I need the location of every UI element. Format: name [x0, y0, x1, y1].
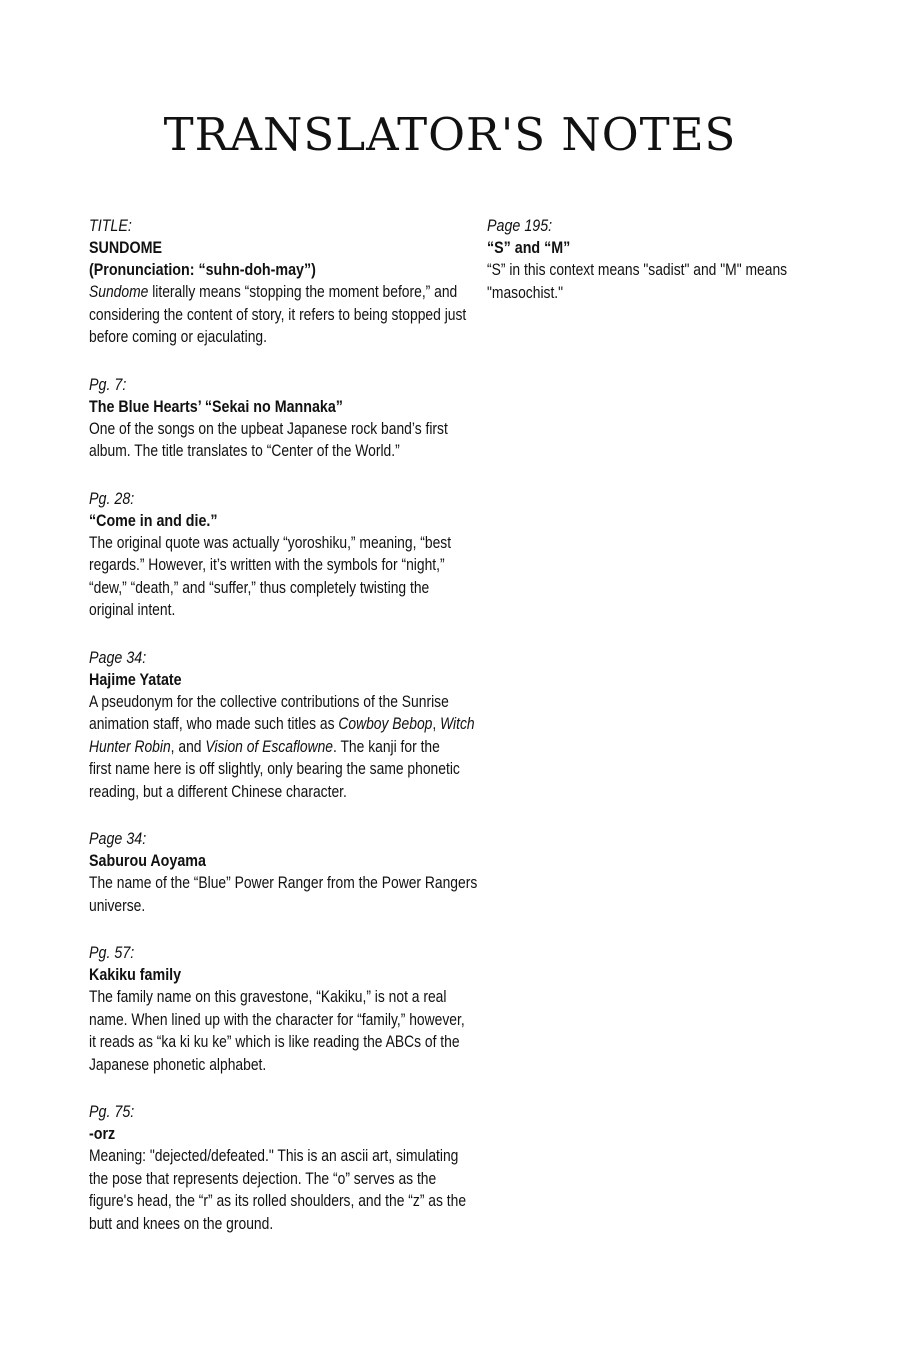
- note-line: [89, 758, 459, 781]
- note: [89, 942, 465, 1076]
- text-run: ,: [432, 715, 441, 733]
- note-page-ref: Pg. 75:: [89, 1102, 135, 1121]
- italic-title: Cowboy Bebop: [338, 715, 433, 733]
- italic-title: Witch: [440, 715, 475, 733]
- note-line: [487, 259, 798, 282]
- note-body: [89, 532, 459, 622]
- left-column: [89, 215, 478, 1260]
- note-body: [487, 259, 798, 304]
- text-run: . The kanji for the: [333, 737, 440, 756]
- note-page-ref: Page 195:: [487, 216, 553, 235]
- note-line: [89, 781, 459, 804]
- text-run: animation staff, who made such titles as: [89, 715, 339, 733]
- note-heading: -orz: [89, 1124, 116, 1143]
- text-run: One of the songs on the upbeat Japanese rock band’s first: [89, 419, 448, 438]
- text-run: considering the content of story, it refers to being stopped just: [89, 305, 467, 324]
- text-run: it reads as “ka ki ku ke” which is like reading the ABCs of the: [89, 1033, 460, 1051]
- text-run: The original quote was actually “yoroshiku,” meaning, “best: [89, 533, 452, 552]
- note: [89, 647, 475, 804]
- note-line: [89, 440, 459, 463]
- text-run: , and: [170, 737, 206, 756]
- italic-title: Hunter Robin: [89, 737, 171, 756]
- note-heading: The Blue Hearts’ “Sekai no Mannaka”: [89, 396, 343, 416]
- text-run: “S” in this context means "sadist" and "M" means: [487, 261, 788, 279]
- note-line: [89, 691, 459, 714]
- note-line: [89, 1190, 467, 1213]
- note-line: [89, 554, 459, 577]
- text-run: name. When lined up with the character for “family,” however,: [89, 1010, 465, 1029]
- page-title: TRANSLATOR'S NOTES: [163, 108, 737, 161]
- text-run: original intent.: [89, 601, 176, 619]
- note-page-ref: Page 34:: [89, 647, 147, 667]
- note-line: [89, 1009, 465, 1032]
- text-run: The name of the “Blue” Power Ranger from the Power Rangers: [89, 874, 478, 892]
- note-body: [89, 418, 459, 463]
- note-line: [89, 1213, 459, 1236]
- note-page-ref: Pg. 28:: [89, 488, 135, 508]
- right-column: [487, 215, 797, 329]
- note-body: [89, 1145, 467, 1235]
- text-run: universe.: [89, 896, 146, 915]
- italic-title: Vision of Escaflowne: [205, 737, 334, 756]
- text-run: the pose that represents dejection. The “o” serves as the: [89, 1169, 437, 1188]
- note-line: [89, 281, 459, 304]
- text-run: The family name on this gravestone, “Kakiku,” is not a real: [89, 988, 447, 1006]
- text-run: album. The title translates to “Center of the World.”: [89, 442, 400, 460]
- text-run: “dew,” “death,” and “suffer,” thus completely twisting the: [89, 578, 430, 597]
- note: [89, 215, 467, 349]
- note-body: [89, 691, 475, 804]
- note-line: [89, 1031, 459, 1054]
- note-line: [89, 326, 459, 349]
- note-line: [89, 986, 459, 1009]
- note-line: [89, 872, 478, 895]
- text-run: Japanese phonetic alphabet.: [89, 1055, 267, 1074]
- note-line: [89, 1168, 459, 1191]
- note-heading: Kakiku family: [89, 965, 182, 984]
- note-page-ref: Pg. 57:: [89, 943, 135, 962]
- note-body: [89, 872, 478, 917]
- note-body: [89, 986, 465, 1076]
- note-line: [89, 577, 459, 600]
- note-page-ref: Page 34:: [89, 829, 147, 848]
- note-line: [487, 282, 798, 305]
- note-line: [89, 1145, 459, 1168]
- note-heading: Saburou Aoyama: [89, 851, 206, 870]
- note: [89, 374, 461, 463]
- note-heading: Hajime Yatate: [89, 669, 182, 689]
- text-run: literally means “stopping the moment before,” and: [148, 283, 458, 301]
- text-run: figure's head, the “r” as its rolled shoulders, and the “z” as the: [89, 1192, 467, 1210]
- text-run: A pseudonym for the collective contributions of the Sunrise: [89, 692, 449, 711]
- note-heading: (Pronunciation: “suhn-doh-may”): [89, 260, 316, 279]
- text-run: before coming or ejaculating.: [89, 328, 267, 346]
- italic-title: Sundome: [89, 283, 149, 301]
- note-heading: “S” and “M”: [487, 238, 571, 257]
- text-run: regards.” However, it’s written with the symbols for “night,”: [89, 556, 445, 574]
- note-line: [89, 599, 459, 622]
- note-body: [89, 281, 467, 349]
- note-line: [89, 418, 459, 441]
- note-line: [89, 895, 459, 918]
- note: [89, 1101, 467, 1235]
- text-run: butt and knees on the ground.: [89, 1214, 274, 1233]
- note: [487, 215, 797, 304]
- note-heading: SUNDOME: [89, 238, 163, 257]
- note-page-ref: Pg. 7:: [89, 374, 127, 394]
- text-run: Meaning: "dejected/defeated." This is an ascii art, simulating: [89, 1147, 459, 1165]
- note-line: [89, 532, 459, 555]
- note-page-ref: TITLE:: [89, 216, 132, 235]
- text-run: "masochist.": [487, 283, 564, 302]
- text-run: reading, but a different Chinese character.: [89, 782, 347, 801]
- note-line: [89, 304, 467, 327]
- note: [89, 488, 461, 622]
- note-line: [89, 1054, 459, 1077]
- note-heading: “Come in and die.”: [89, 510, 218, 530]
- note-line: [89, 736, 459, 759]
- note-line: [89, 713, 475, 736]
- note: [89, 828, 478, 917]
- text-run: first name here is off slightly, only bearing the same phonetic: [89, 760, 460, 778]
